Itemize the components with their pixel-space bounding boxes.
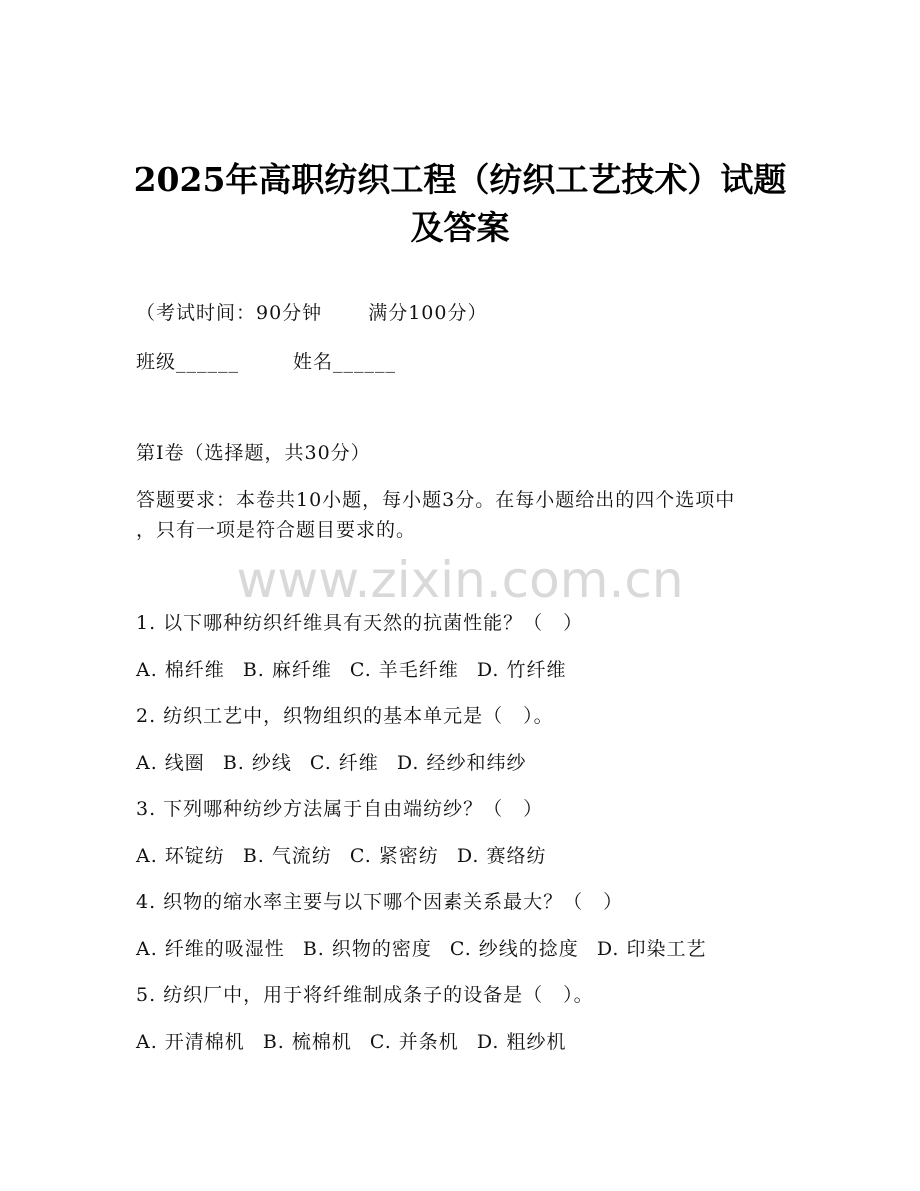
exam-full-score: 满分100分）	[368, 302, 488, 324]
question-options	[136, 657, 566, 683]
option-b: B. 梳棉机	[262, 1031, 352, 1053]
option-a: A. 线圈	[136, 752, 205, 774]
question-options	[136, 750, 526, 776]
option-d: D. 竹纤维	[476, 659, 567, 681]
student-fields	[136, 349, 396, 375]
option-a: A. 环锭纺	[136, 845, 225, 867]
question-options	[136, 936, 706, 962]
option-d: D. 粗纱机	[476, 1031, 567, 1053]
question-stem: 4. 织物的缩水率主要与以下哪个因素关系最大？（ ）	[136, 891, 624, 913]
section-instruction-line-2: ，只有一项是符合题目要求的。	[136, 519, 417, 541]
option-d: D. 经纱和纬纱	[396, 752, 527, 774]
option-a: A. 开清棉机	[136, 1031, 245, 1053]
option-d: D. 赛络纺	[456, 845, 547, 867]
option-a: A. 纤维的吸湿性	[136, 938, 285, 960]
option-c: C. 纤维	[309, 752, 379, 774]
question-options	[136, 843, 546, 869]
question-stem: 1. 以下哪种纺织纤维具有天然的抗菌性能？（ ）	[136, 612, 584, 634]
question-options	[136, 1029, 566, 1055]
option-c: C. 并条机	[369, 1031, 459, 1053]
exam-info	[136, 300, 487, 326]
section-heading: 第I卷（选择题，共30分）	[136, 442, 371, 464]
class-field: 班级______	[136, 351, 240, 373]
option-c: C. 羊毛纤维	[349, 659, 459, 681]
option-a: A. 棉纤维	[136, 659, 225, 681]
option-b: B. 织物的密度	[302, 938, 432, 960]
option-d: D. 印染工艺	[596, 938, 707, 960]
question-stem: 2. 纺织工艺中，织物组织的基本单元是（ ）。	[136, 705, 554, 727]
exam-time: （考试时间：90分钟	[136, 302, 323, 324]
option-b: B. 纱线	[222, 752, 292, 774]
document-title-line-2: 及答案	[410, 208, 510, 247]
option-c: C. 纱线的捻度	[449, 938, 579, 960]
question-stem: 3. 下列哪种纺纱方法属于自由端纺纱？（ ）	[136, 798, 544, 820]
option-c: C. 紧密纺	[349, 845, 439, 867]
option-b: B. 麻纤维	[242, 659, 332, 681]
section-instruction-line-1: 答题要求：本卷共10小题，每小题3分。在每小题给出的四个选项中	[136, 489, 736, 511]
name-field: 姓名______	[293, 351, 397, 373]
question-stem: 5. 纺织厂中，用于将纤维制成条子的设备是（ ）。	[136, 984, 594, 1006]
option-b: B. 气流纺	[242, 845, 332, 867]
watermark: www.zixin.com.cn	[236, 551, 684, 609]
document-title-line-1: 2025年高职纺织工程（纺织工艺技术）试题	[133, 160, 787, 199]
